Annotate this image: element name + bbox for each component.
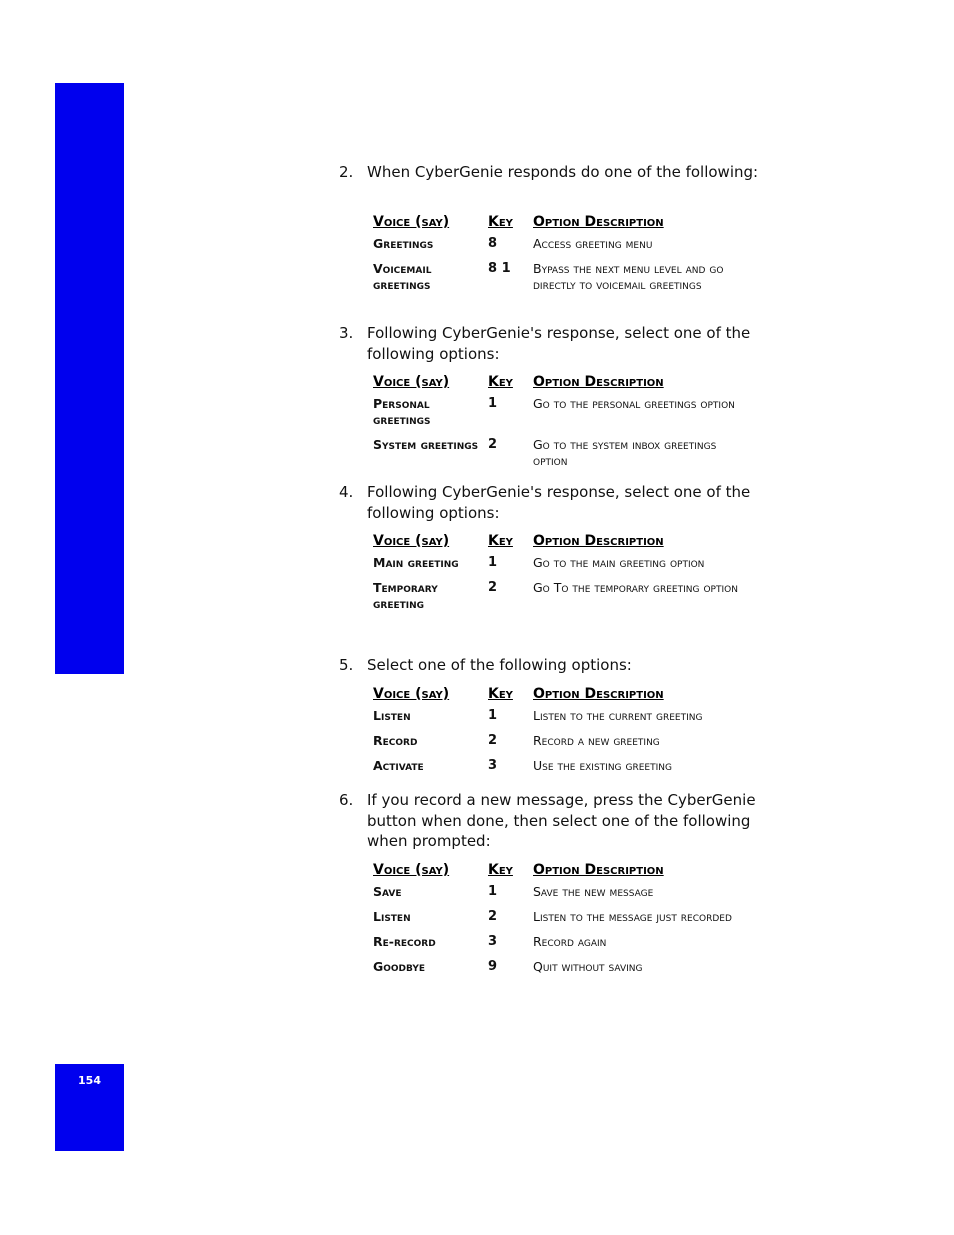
table-row: [370, 236, 748, 261]
description-cell: Record again: [533, 934, 607, 949]
table-header-row: [370, 862, 748, 884]
description-cell: Bypass the next menu level and go directly to voicemail greetings: [533, 261, 724, 292]
voice-cell: Main greeting: [373, 555, 459, 570]
column-header-key: Key: [488, 374, 513, 390]
column-header-description: Option Description: [533, 686, 664, 702]
table-header-row: [370, 214, 748, 236]
key-cell: 2: [488, 437, 498, 452]
step-text: Following CyberGenie's response, select one of the following options:: [367, 483, 751, 522]
description-cell: Go to the main greeting option: [533, 555, 705, 570]
key-cell: 8: [488, 236, 498, 251]
table-row: [370, 758, 748, 783]
table-row: [370, 884, 748, 909]
options-table-step-6: [370, 862, 748, 984]
voice-cell: Voicemail greetings: [373, 261, 432, 292]
step-text: When CyberGenie responds do one of the following:: [367, 163, 759, 181]
column-header-description: Option Description: [533, 214, 664, 230]
key-cell: 2: [488, 733, 498, 748]
voice-cell: Listen: [373, 909, 411, 924]
description-cell: Record a new greeting: [533, 733, 660, 748]
column-header-voice: Voice (say): [373, 374, 450, 390]
step-text: Following CyberGenie's response, select one of the following options:: [367, 324, 751, 363]
column-header-description: Option Description: [533, 862, 664, 878]
table-row: [370, 934, 748, 959]
key-cell: 3: [488, 934, 498, 949]
voice-cell: System greetings: [373, 437, 479, 452]
guide-title: CG 2400 User Guide: [134, 227, 154, 419]
description-cell: Access greeting menu: [533, 236, 653, 251]
key-cell: 2: [488, 909, 498, 924]
column-header-description: Option Description: [533, 374, 664, 390]
table-header-row: [370, 686, 748, 708]
table-row: [370, 437, 748, 478]
voice-cell: Listen: [373, 708, 411, 723]
options-table-step-3: [370, 374, 748, 478]
column-header-key: Key: [488, 533, 513, 549]
voice-cell: Greetings: [373, 236, 434, 251]
column-header-description: Option Description: [533, 533, 664, 549]
description-cell: Go To the temporary greeting option: [533, 580, 738, 595]
step-number: 4.: [339, 483, 354, 501]
description-cell: Listen to the current greeting: [533, 708, 703, 723]
voice-cell: Record: [373, 733, 418, 748]
step-number: 3.: [339, 324, 354, 342]
key-cell: 3: [488, 758, 498, 773]
step-number: 6.: [339, 791, 354, 809]
step-number: 2.: [339, 163, 354, 181]
page-number-tab: [55, 1064, 124, 1151]
step-number: 5.: [339, 656, 354, 674]
table-header-row: [370, 533, 748, 555]
key-cell: 1: [488, 884, 498, 899]
sidebar-band: [55, 83, 154, 674]
voice-cell: Save: [373, 884, 402, 899]
table-header-row: [370, 374, 748, 396]
table-row: [370, 733, 748, 758]
voice-cell: Activate: [373, 758, 424, 773]
description-cell: Quit without saving: [533, 959, 643, 974]
voice-cell: Goodbye: [373, 959, 426, 974]
key-cell: 1: [488, 396, 498, 411]
description-cell: Use the existing greeting: [533, 758, 672, 773]
column-header-key: Key: [488, 862, 513, 878]
key-cell: 1: [488, 708, 498, 723]
table-row: [370, 959, 748, 984]
table-row: [370, 555, 748, 580]
page-number: 154: [78, 1074, 101, 1087]
column-header-key: Key: [488, 686, 513, 702]
voice-cell: Re-record: [373, 934, 436, 949]
table-row: [370, 396, 748, 437]
voice-cell: Temporary greeting: [373, 580, 438, 611]
voice-cell: Personal greetings: [373, 396, 431, 427]
table-row: [370, 909, 748, 934]
key-cell: 1: [488, 555, 498, 570]
step-text: Select one of the following options:: [367, 656, 632, 674]
column-header-voice: Voice (say): [373, 214, 450, 230]
description-cell: Go to the system inbox greetings option: [533, 437, 717, 468]
column-header-key: Key: [488, 214, 513, 230]
column-header-voice: Voice (say): [373, 533, 450, 549]
column-header-voice: Voice (say): [373, 862, 450, 878]
description-cell: Go to the personal greetings option: [533, 396, 735, 411]
description-cell: Save the new message: [533, 884, 654, 899]
key-cell: 9: [488, 959, 498, 974]
table-row: [370, 708, 748, 733]
options-table-step-2: [370, 214, 748, 302]
key-cell: 2: [488, 580, 498, 595]
options-table-step-4: [370, 533, 748, 621]
key-cell: 8 1: [488, 261, 511, 276]
step-text: If you record a new message, press the CyberGenie button when done, then select one of the following when prompted:: [367, 791, 756, 850]
table-row: [370, 261, 748, 302]
description-cell: Listen to the message just recorded: [533, 909, 732, 924]
table-row: [370, 580, 748, 621]
column-header-voice: Voice (say): [373, 686, 450, 702]
options-table-step-5: [370, 686, 748, 783]
